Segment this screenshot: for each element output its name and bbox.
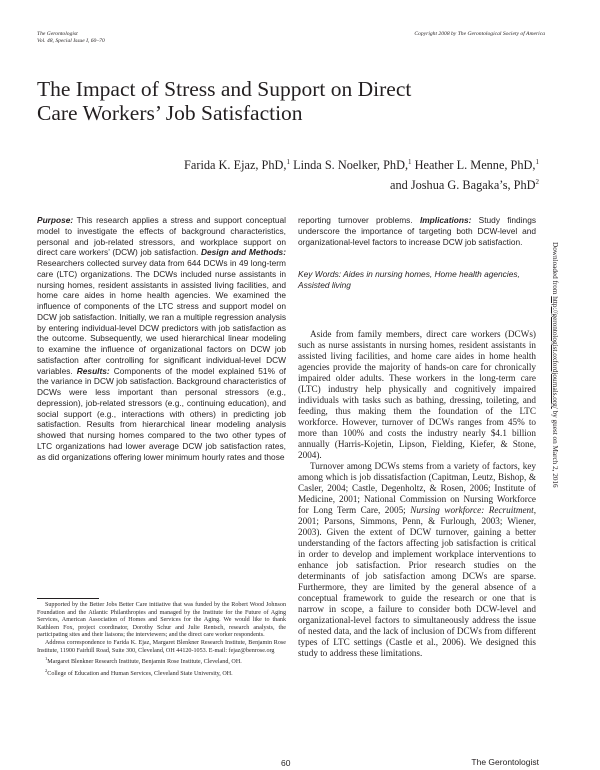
funding-note: Supported by the Better Jobs Better Care initiative that was funded by the Robert Wood Johnson Foundation and the Atlantic Philanthropies and managed by the Institute for the Future of Aging Services, American Association of Homes and Services for the Aging. We would like to thank Kathleen Fox, project coordinator, Dorothy Schur and Julie Rentsch, research analysts, the participating sites and their liaisons; the interviewers; and the direct care worker respondents. (37, 602, 286, 639)
body-text (298, 329, 536, 659)
author-line-1 (90, 154, 539, 174)
affiliation-note (37, 655, 286, 667)
author-list (90, 154, 539, 194)
affiliation-mark: 1 (286, 158, 290, 166)
download-prefix: Downloaded from (551, 242, 559, 297)
article-title (37, 77, 537, 125)
affiliation-mark: 1 (408, 158, 412, 166)
author-name: Linda S. Noelker, PhD, (290, 158, 409, 173)
keywords-text: Aides in nursing homes, Home health agencies, Assisted living (298, 269, 520, 290)
design-label: Design and Methods: (200, 247, 286, 258)
purpose-label: Purpose: (37, 215, 74, 225)
abstract-continued (298, 215, 536, 247)
journal-name: The Gerontologist (37, 31, 78, 37)
affiliation-mark: 1 (535, 158, 539, 166)
citation-title: Nursing workforce: Recruitment (410, 505, 534, 515)
correspondence-note: Address correspondence to Farida K. Ejaz, Margaret Blenkner Research Institute, Benjamin Rose Institute, 11900 Fairhill Road, Suite 300, Cleveland, OH 44120-1053. E-mail: fejaz@benrose.org (37, 639, 286, 654)
title-line-1: The Impact of Stress and Support on Direct (37, 77, 412, 101)
affiliation-text: Margaret Blenkner Research Institute, Benjamin Rose Institute, Cleveland, OH. (47, 659, 242, 666)
footnotes (37, 602, 286, 678)
purpose-text: This research applies a stress and support conceptual model to investigate the effects of background characteristics, personal and job-related stressors, and workplace support on direct care workers’ (DCW) job satisfaction. (37, 215, 286, 258)
author-name: Farida K. Ejaz, PhD, (184, 158, 287, 173)
affiliation-mark: 2 (535, 178, 539, 187)
download-link[interactable]: http://gerontologist.oxfordjournals.org/ (551, 296, 559, 409)
keywords (298, 269, 536, 291)
volume-issue: Vol. 48, Special Issue I, 60–70 (37, 38, 105, 45)
copyright-notice: Copyright 2008 by The Gerontological Society of America (414, 31, 545, 37)
download-side-note (551, 242, 559, 488)
implications-label: Implications: (419, 215, 472, 225)
affiliation-text: College of Education and Human Services, Cleveland State University, OH. (47, 670, 233, 677)
affiliation-mark: 1 (45, 656, 48, 662)
author-name: Heather L. Menne, PhD, (411, 158, 536, 173)
paragraph (298, 461, 536, 659)
author-name: and Joshua G. Bagaka’s, PhD (390, 178, 536, 193)
affiliation-mark: 2 (45, 667, 48, 673)
paragraph: Aside from family members, direct care workers (DCWs) such as nurse assistants in nursing homes, resident assistants in assisted living facilities, and home care aides in home health agencies provide the majority of hands-on care for chronically impaired older adults. These workers in the long-term care (LTC) industry help physically and cognitively impaired individuals with tasks such as bathing, dressing, toileting, and feeding, thus making them the foundation of the LTC workforce. However, turnover of DCWs ranges from 45% to more than 100% and costs the industry nearly $4.1 billion annually (Harris-Kojetin, Lipson, Fielding, Kiefer, & Stone, 2004). (298, 329, 536, 460)
implications-text: Study findings underscore the importance of targeting both DCW-level and organizational-level factors to increase DCW job satisfaction. (298, 215, 537, 247)
results-label: Results: (76, 365, 110, 376)
results-text: Components of the model explained 51% of the variance in DCW job satisfaction. Background characteristics of DCWs were less important than personal stressors (e.g., depression), job-related stressors (e.g., continuing education), and social support (e.g., interactions with others) in predicting job satisfaction. Results from hierarchical linear modeling analysis showed that nursing homes compared to the two other types of LTC organizations had lower average DCW job satisfaction rates, as did organizations offering lower minimum hourly rates and those (37, 365, 286, 462)
title-line-2: Care Workers’ Job Satisfaction (37, 101, 303, 125)
journal-header (37, 31, 105, 45)
affiliation-note (37, 667, 286, 679)
paragraph-text: Turnover among DCWs stems from a variety of factors, key among which is job dissatisfaction (Capitman, Leutz, Bishop, & Casler, 2004; Castle, Degenholtz, & Rosen, 2006; Institute of Medicine, 2001; National Commission on Nursing Workforce for Long Term Care, 2005; (298, 461, 536, 515)
keywords-label: Key Words: (298, 269, 342, 279)
author-line-2 (90, 174, 539, 194)
page-number: 60 (281, 758, 291, 768)
download-suffix: by guest on March 2, 2016 (551, 408, 559, 488)
footnote-divider (37, 598, 99, 599)
footer-journal-name: The Gerontologist (471, 757, 539, 767)
abstract-continued-text: reporting turnover problems. (298, 215, 420, 225)
paragraph-text: , 2001; Parsons, Simmons, Penn, & Furlough, 2003; Wiener, 2003). Given the extent of DCW turnover, gaining a better understanding of the factors affecting job satisfaction is critical in order to develop and implement workplace interventions to enhance job satisfaction. Prior research studies on the determinants of job satisfaction among DCWs are sparse. Furthermore, they are limited by the general absence of a conceptual framework to guide the research or one that is narrow in scope, a failure to consider both DCW-level and organizational-level factors to simultaneously address the issue of nested data, and the lack of inclusion of DCWs from different types of LTC settings (Castle et al., 2006). We designed this study to address these limitations. (298, 505, 536, 658)
design-text: Researchers collected survey data from 644 DCWs in 49 long-term care (LTC) organizations. The DCWs included nurse assistants in nursing homes, resident assistants in assisted living facilities, and home care aides in home health agencies. We examined the influence of components of the LTC stress and support model on DCW job satisfaction. Initially, we ran a multiple regression analysis by entering individual-level DCW predictors with job satisfaction as the outcome. Subsequently, we used hierarchical linear modeling to examine the influence of organizational factors on DCW job satisfaction after controlling for significant individual-level DCW variables. (37, 258, 286, 376)
abstract (37, 215, 286, 462)
